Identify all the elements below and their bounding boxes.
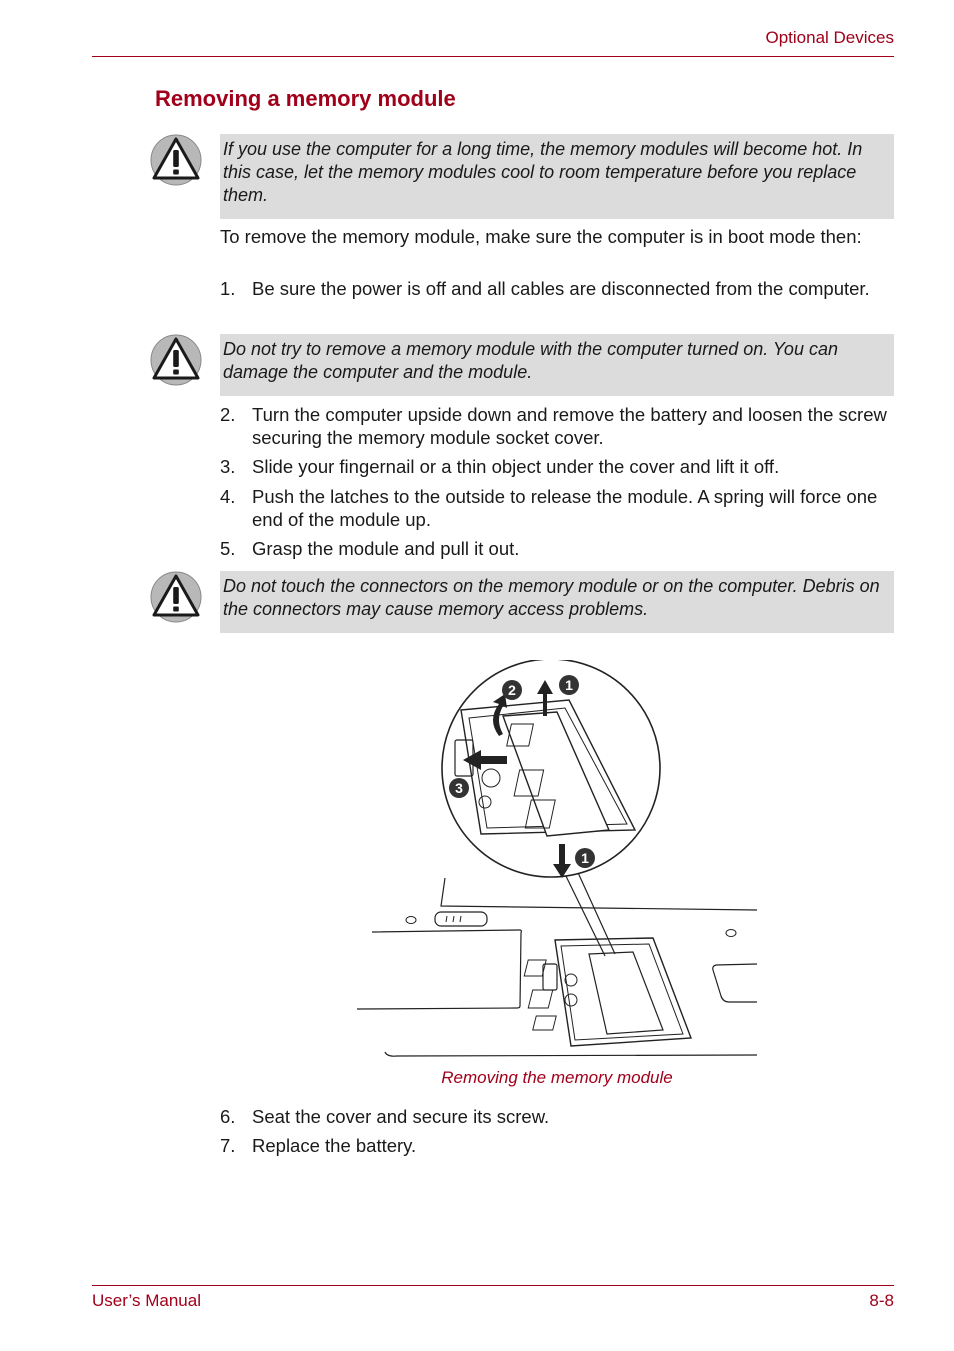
callout-number: 1	[581, 850, 589, 866]
step-text: Replace the battery.	[252, 1135, 417, 1156]
step-text: Seat the cover and secure its screw.	[252, 1106, 550, 1127]
step-number: 2.	[220, 404, 236, 425]
step-text: Slide your fingernail or a thin object under the cover and lift it off.	[252, 456, 780, 477]
header-rule	[92, 56, 894, 57]
callout-number: 1	[565, 677, 573, 693]
step-number: 7.	[220, 1135, 236, 1156]
caution-box: Do not touch the connectors on the memory module or on the computer. Debris on the connectors may cause memory access problems.	[220, 571, 894, 633]
warning-icon	[150, 134, 202, 186]
step-number: 1.	[220, 278, 236, 299]
warning-icon	[150, 334, 202, 386]
step-number: 4.	[220, 486, 236, 507]
callout-number: 3	[455, 780, 463, 796]
intro-paragraph: To remove the memory module, make sure the computer is in boot mode then:	[220, 226, 862, 247]
step-text: Grasp the module and pull it out.	[252, 538, 520, 559]
step-text: Turn the computer upside down and remove the battery and loosen the screw securing the memory module socket cover.	[252, 404, 887, 448]
figure-caption: Removing the memory module	[441, 1068, 673, 1087]
footer-rule	[92, 1285, 894, 1286]
caution-box: Do not try to remove a memory module with the computer turned on. You can damage the computer and the module.	[220, 334, 894, 396]
warning-icon	[150, 571, 202, 623]
page-number: 8-8	[869, 1291, 894, 1310]
running-header: Optional Devices	[765, 28, 894, 47]
step-text: Push the latches to the outside to release the module. A spring will force one end of the module up.	[252, 486, 878, 530]
step-number: 6.	[220, 1106, 236, 1127]
footer-manual-title: User’s Manual	[92, 1291, 201, 1310]
caution-box: If you use the computer for a long time, the memory modules will become hot. In this case, let the memory modules cool to room temperature before you replace them.	[220, 134, 894, 219]
step-text: Be sure the power is off and all cables are disconnected from the computer.	[252, 278, 870, 299]
section-title: Removing a memory module	[155, 86, 456, 111]
callout-number: 2	[508, 682, 516, 698]
step-number: 5.	[220, 538, 236, 559]
step-number: 3.	[220, 456, 236, 477]
memory-module-figure	[357, 660, 757, 1060]
